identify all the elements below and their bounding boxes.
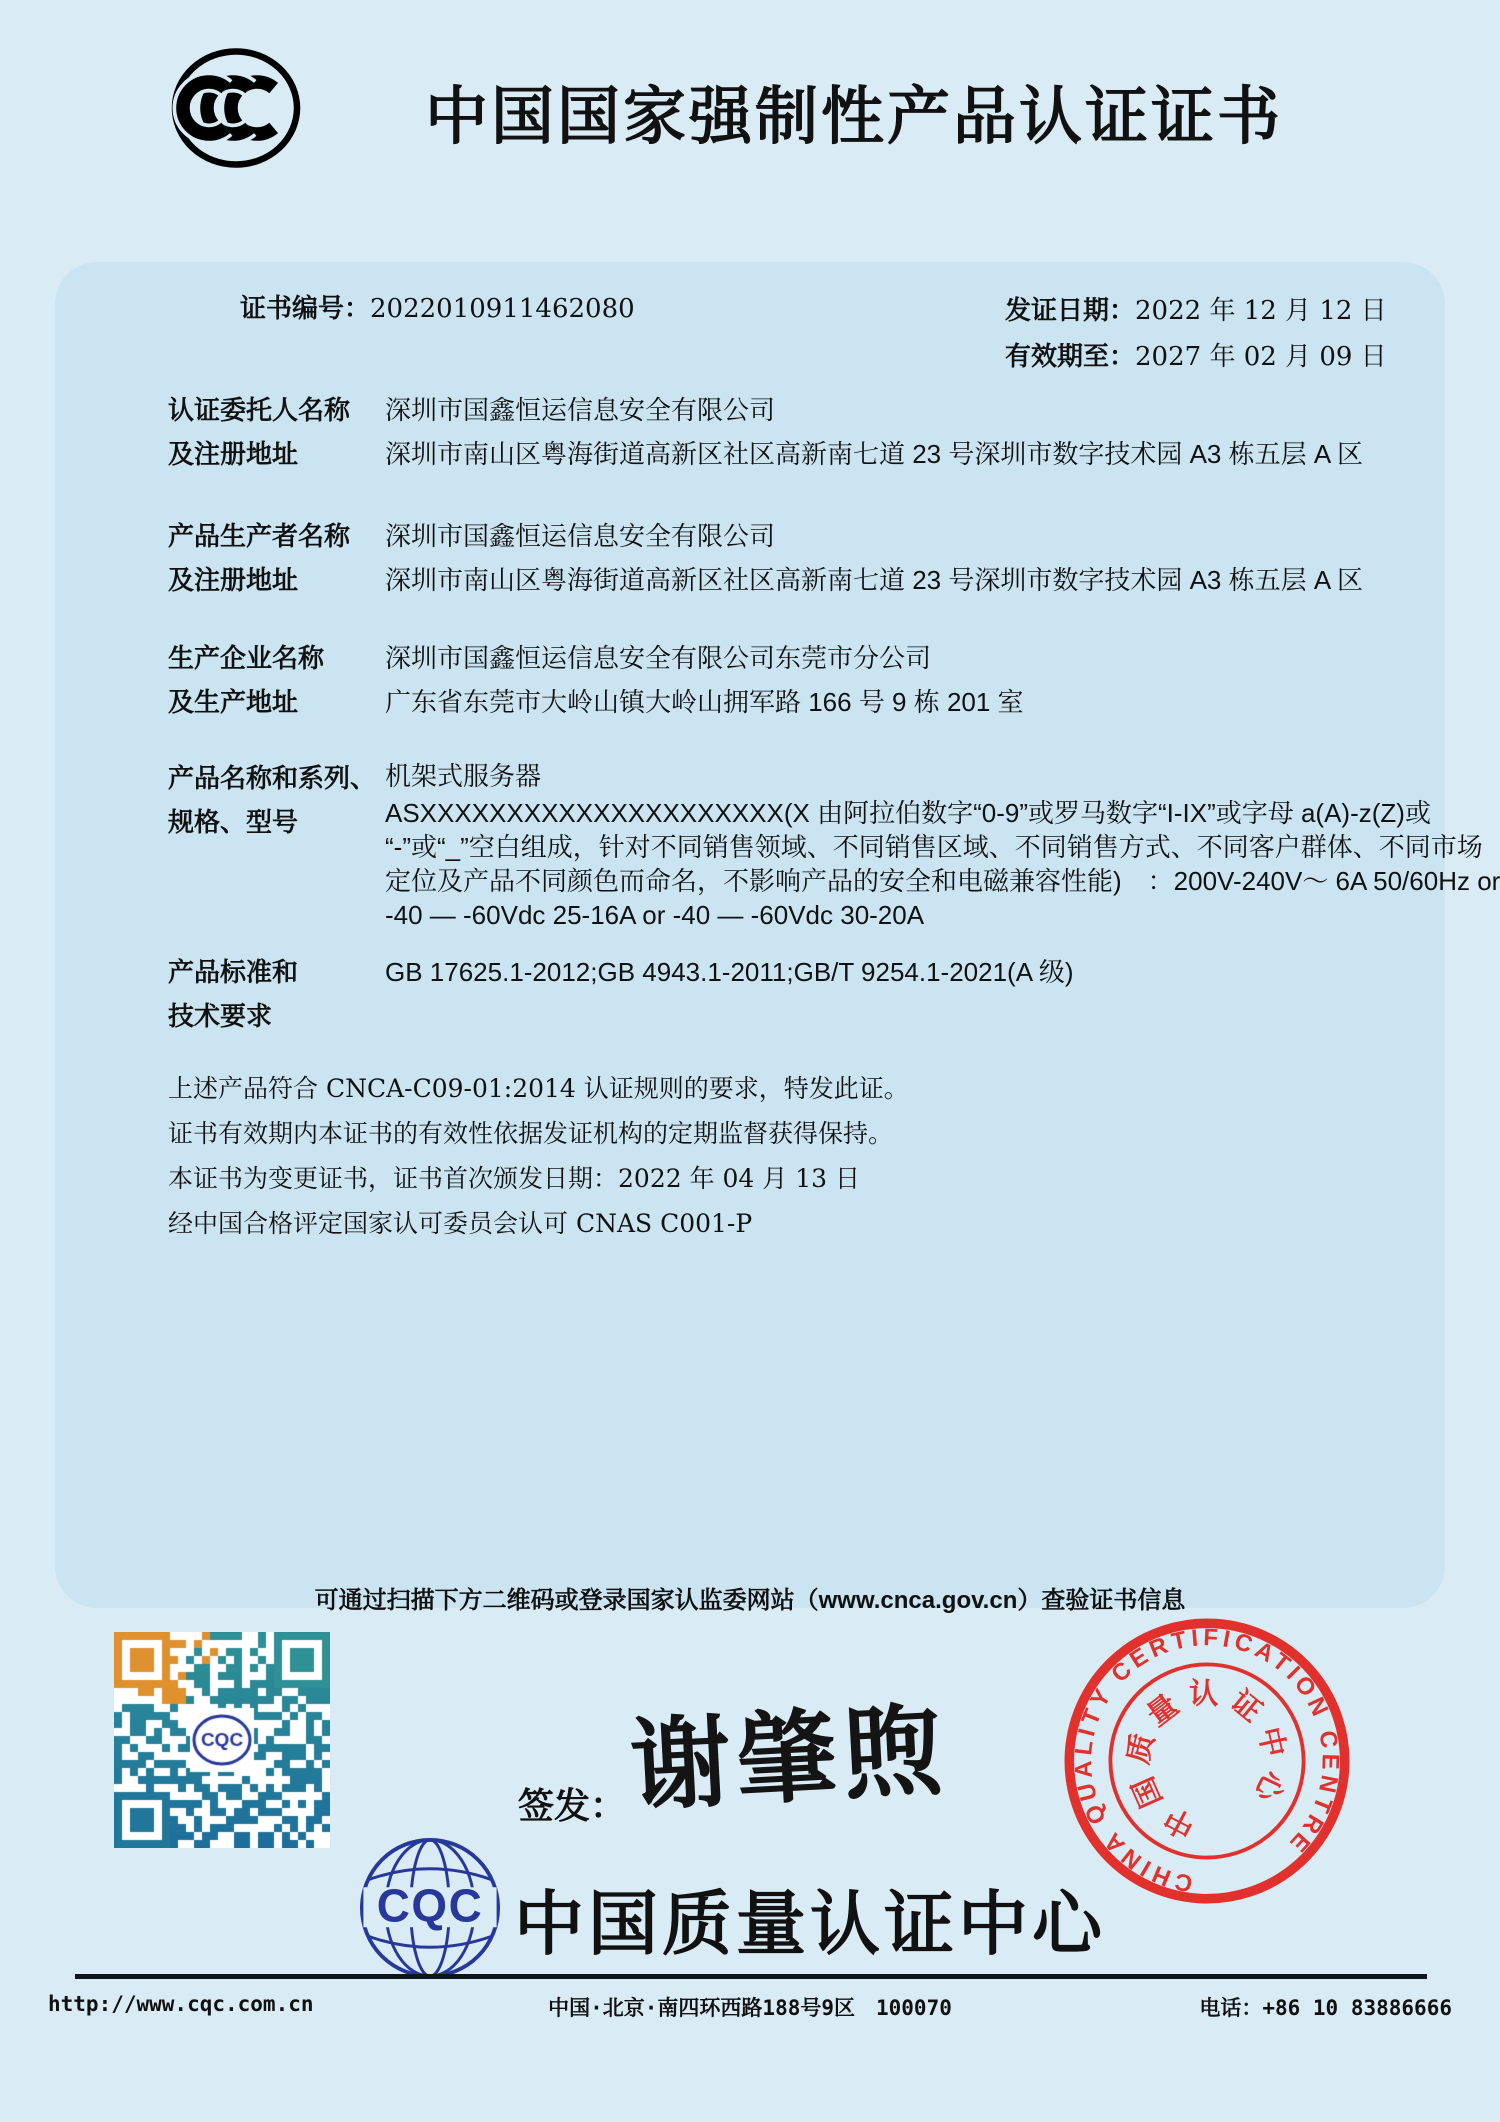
valid-until-value: 2027 年 02 月 09 日 [1135,342,1387,372]
svg-text:CHINA QUALITY CERTIFICATION CE: CHINA QUALITY CERTIFICATION CENTRE [1069,1624,1344,1898]
product-line: -40 — -60Vdc 25-16A or -40 — -60Vdc 30-20A [385,900,925,930]
product-line: 机架式服务器 [385,761,542,791]
field-value: 深圳市国鑫恒运信息安全有限公司 [385,521,776,551]
svg-text:中国质量认证中心: 中国质量认证中心 [1121,1677,1293,1844]
section-factory [168,636,1430,724]
qr-code [114,1632,330,1848]
cqc-seal-stamp [1054,1608,1360,1914]
product-line: ASXXXXXXXXXXXXXXXXXXXXX(X 由阿拉伯数字“0-9”或罗马数字“I-IX”或字母 a(A)-z(Z)或 [385,798,1431,828]
sign-label: 签发： [518,1785,627,1827]
section-product [168,756,1500,932]
field-label: 产品名称和系列、 [168,763,377,793]
section-standard [168,950,1430,1038]
page-title: 中国国家强制性产品认证证书 [425,82,1283,152]
field-label-group [168,756,385,932]
field-value: 深圳市南山区粤海街道高新区社区高新南七道 23 号深圳市数字技术园 A3 栋五层 A 区 [385,439,1363,469]
field-label: 认证委托人名称 [168,395,351,425]
issue-date-value: 2022 年 12 月 12 日 [1135,296,1387,326]
field-value [385,756,1500,932]
certificate-number [240,288,635,325]
certificate-number-value: 2022010911462080 [370,294,635,324]
valid-until-label: 有效期至： [1005,342,1136,372]
statement-line: 证书有效期内本证书的有效性依据发证机构的定期监督获得保持。 [168,1119,894,1148]
issue-date-row [1005,288,1387,334]
field-label: 及注册地址 [168,565,299,595]
issuer-name: 中国质量认证中心 [514,1885,1106,1963]
issue-date-label: 发证日期： [1005,296,1136,326]
footer-website: http://www.cqc.com.cn [48,1992,314,2016]
valid-until-row [1005,334,1387,380]
field-value: 广东省东莞市大岭山镇大岭山拥军路 166 号 9 栋 201 室 [385,687,1024,717]
field-label: 技术要求 [168,1001,273,1031]
footer-divider [75,1974,1427,1979]
statement-line: 本证书为变更证书，证书首次颁发日期：2022 年 04 月 13 日 [168,1164,860,1193]
ccc-mark-icon [170,46,302,170]
svg-text:CQC: CQC [376,1879,484,1932]
field-value: 深圳市南山区粤海街道高新区社区高新南七道 23 号深圳市数字技术园 A3 栋五层 A 区 [385,565,1363,595]
certificate-dates [1005,288,1387,380]
field-label: 生产企业名称 [168,643,325,673]
statement-line: 上述产品符合 CNCA-C09-01:2014 认证规则的要求，特发此证。 [168,1074,909,1103]
field-value: GB 17625.1-2012;GB 4943.1-2011;GB/T 9254.1-2021(A 级) [385,957,1074,987]
field-label: 产品标准和 [168,957,299,987]
product-line: 定位及产品不同颜色而命名，不影响产品的安全和电磁兼容性能) ：200V-240V～ 6A 50/60Hz or [385,866,1500,896]
section-manufacturer [168,514,1430,602]
field-value [385,994,1430,1038]
cqc-globe-icon [356,1834,504,1982]
section-applicant [168,388,1430,476]
footer-address: 中国·北京·南四环西路188号9区 100070 [548,1996,952,2020]
field-value: 深圳市国鑫恒运信息安全有限公司 [385,395,776,425]
field-value: 深圳市国鑫恒运信息安全有限公司东莞市分公司 [385,643,932,673]
verify-note: 可通过扫描下方二维码或登录国家认监委网站（www.cnca.gov.cn）查验证书信息 [314,1587,1186,1614]
statement-line: 经中国合格评定国家认可委员会认可 CNAS C001-P [168,1209,753,1238]
footer [0,1992,1500,2032]
footer-phone: 电话：+86 10 83886666 [1199,1996,1452,2020]
statements [168,1066,909,1246]
product-line: “-”或“_”空白组成，针对不同销售领域、不同销售区域、不同销售方式、不同客户群体、不同市场 [385,832,1483,862]
field-label: 及注册地址 [168,439,299,469]
signature: 谢肇煦 [627,1690,952,1826]
certificate-number-label: 证书编号： [240,294,371,324]
field-label: 及生产地址 [168,687,299,717]
field-label: 规格、型号 [168,807,299,837]
field-label: 产品生产者名称 [168,521,351,551]
